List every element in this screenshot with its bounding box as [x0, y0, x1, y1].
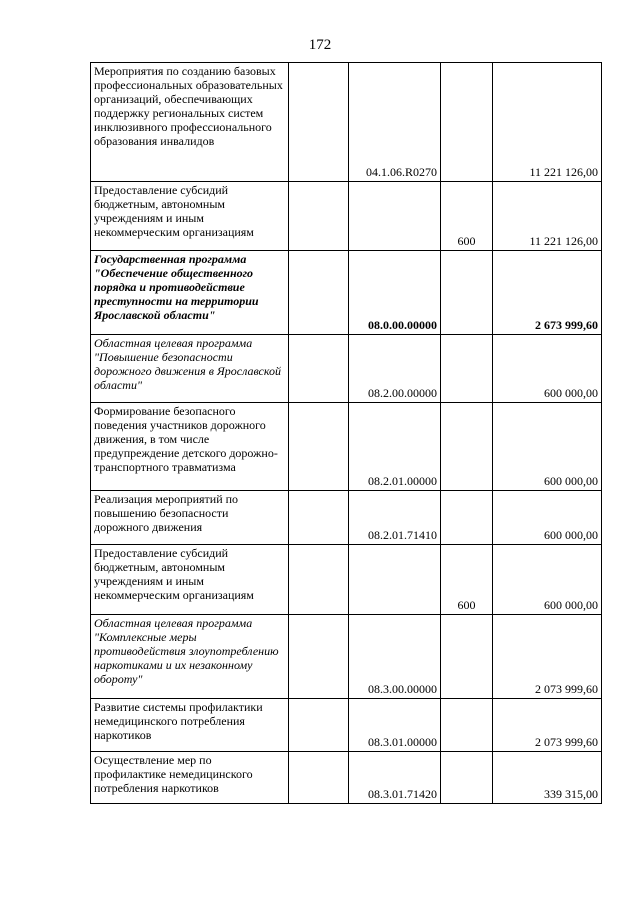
row-code: 08.2.01.00000 [349, 403, 441, 491]
table-row [91, 752, 602, 804]
row-amount: 11 221 126,00 [493, 63, 602, 182]
row-type [441, 491, 493, 545]
row-empty-cell [289, 182, 349, 251]
row-type: 600 [441, 545, 493, 615]
row-code: 08.2.01.71410 [349, 491, 441, 545]
row-amount: 600 000,00 [493, 403, 602, 491]
row-amount: 2 073 999,60 [493, 699, 602, 752]
row-empty-cell [289, 615, 349, 699]
row-code [349, 545, 441, 615]
row-name: Формирование безопасного поведения участников дорожного движения, в том числе предупреждение детского дорожно-транспортного травматизма [91, 403, 289, 491]
table-row [91, 182, 602, 251]
table-row [91, 615, 602, 699]
row-name: Предоставление субсидий бюджетным, автономным учреждениям и иным некоммерческим организациям [91, 182, 289, 251]
row-name: Областная целевая программа "Комплексные меры противодействия злоупотреблению наркотиками и их незаконному обороту" [91, 615, 289, 699]
row-amount: 600 000,00 [493, 491, 602, 545]
table-row [91, 251, 602, 335]
row-name: Реализация мероприятий по повышению безопасности дорожного движения [91, 491, 289, 545]
row-name: Предоставление субсидий бюджетным, автономным учреждениям и иным некоммерческим организациям [91, 545, 289, 615]
row-empty-cell [289, 403, 349, 491]
row-amount: 2 073 999,60 [493, 615, 602, 699]
row-empty-cell [289, 752, 349, 804]
row-code: 08.3.01.00000 [349, 699, 441, 752]
row-name: Осуществление мер по профилактике немедицинского потребления наркотиков [91, 752, 289, 804]
row-empty-cell [289, 63, 349, 182]
row-code: 08.0.00.00000 [349, 251, 441, 335]
row-amount: 339 315,00 [493, 752, 602, 804]
table-row [91, 699, 602, 752]
table-row [91, 335, 602, 403]
row-amount: 2 673 999,60 [493, 251, 602, 335]
row-code: 08.3.00.00000 [349, 615, 441, 699]
row-name: Областная целевая программа "Повышение безопасности дорожного движения в Ярославской области" [91, 335, 289, 403]
row-type [441, 699, 493, 752]
table-row [91, 491, 602, 545]
row-amount: 11 221 126,00 [493, 182, 602, 251]
row-code: 08.2.00.00000 [349, 335, 441, 403]
row-type [441, 63, 493, 182]
row-amount: 600 000,00 [493, 545, 602, 615]
row-empty-cell [289, 699, 349, 752]
page-number: 172 [308, 37, 332, 53]
table-row [91, 403, 602, 491]
row-empty-cell [289, 545, 349, 615]
row-name: Мероприятия по созданию базовых профессиональных образовательных организаций, обеспечивающих поддержку региональных систем инклюзивного профессионального образования инвалидов [91, 63, 289, 182]
row-type: 600 [441, 182, 493, 251]
row-type [441, 752, 493, 804]
row-amount: 600 000,00 [493, 335, 602, 403]
row-code: 08.3.01.71420 [349, 752, 441, 804]
row-type [441, 615, 493, 699]
table-row [91, 545, 602, 615]
row-empty-cell [289, 491, 349, 545]
row-name: Государственная программа "Обеспечение общественного порядка и противодействие преступности на территории Ярославской области" [91, 251, 289, 335]
row-type [441, 403, 493, 491]
row-type [441, 335, 493, 403]
table-row [91, 63, 602, 182]
budget-table [90, 62, 602, 804]
row-code: 04.1.06.R0270 [349, 63, 441, 182]
row-empty-cell [289, 335, 349, 403]
row-type [441, 251, 493, 335]
row-name: Развитие системы профилактики немедицинского потребления наркотиков [91, 699, 289, 752]
row-code [349, 182, 441, 251]
row-empty-cell [289, 251, 349, 335]
